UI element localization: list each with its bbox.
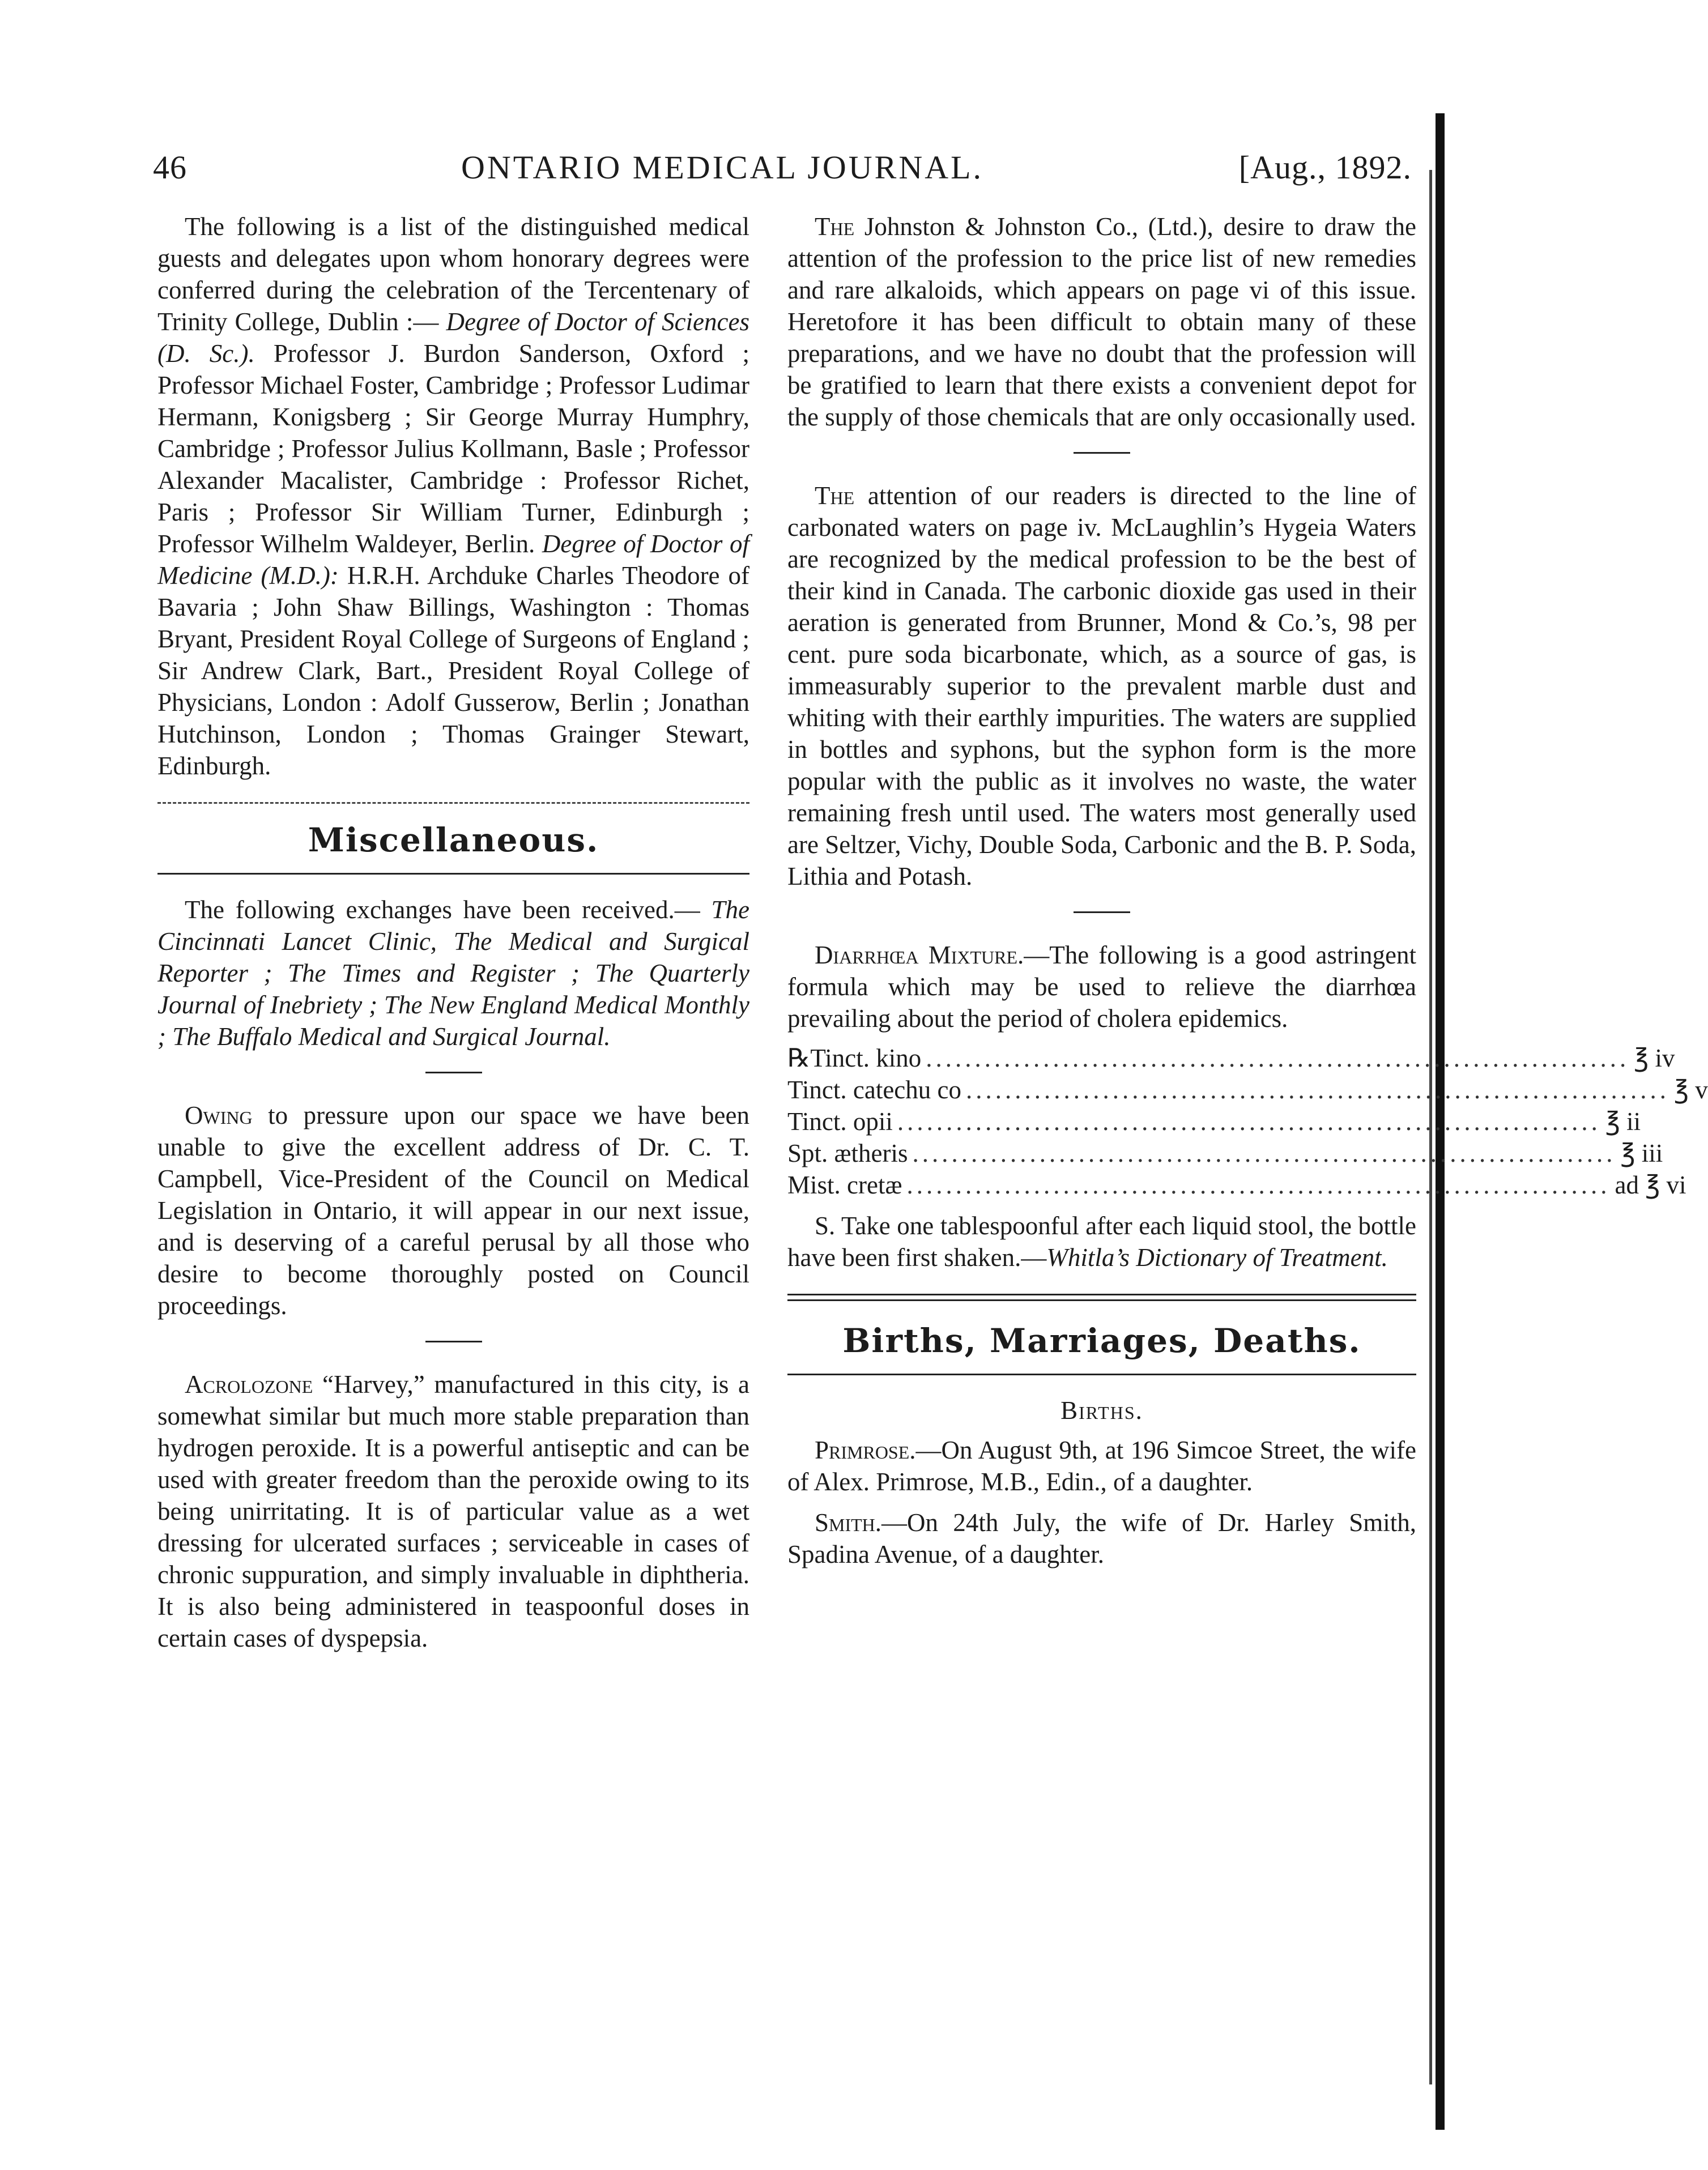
prescription-line [787, 1169, 1686, 1201]
paragraph-body: Johnston & Johnston Co., (Ltd.), desire to draw the attention of the profession to the price list of new remedies and rare alkaloids, which appears on page vi of this issue. Heretofore it has been difficult to obtain many of these preparations, and we have no doubt that the profession will be gratified to learn that there exists a convenient depot for the supply of those chemicals that are only occasionally used. [787, 212, 1416, 431]
births-marriages-deaths-heading: Births, Marriages, Deaths. [842, 1321, 1361, 1360]
paragraph-body: to pressure upon our space we have been unable to give the excellent address of Dr. C. T. Campbell, Vice-President of the Council on Medical Legislation in Ontario, it will appear in our next issue, and is deserving of a careful perusal by all those who desire to become thoroughly posted on Council proceedings. [157, 1101, 749, 1320]
heading-rule [157, 873, 749, 875]
dosage-instructions [787, 1210, 1416, 1273]
paragraph-body: —The following is a good astringent formula which may be used to relieve the diarrhœa prevailing about the period of cholera epidemics. [787, 941, 1416, 1033]
right-column [787, 211, 1708, 1570]
ingredient-name: Tinct. kino [810, 1044, 922, 1072]
item-divider [1074, 452, 1130, 454]
honorary-degrees-paragraph [157, 211, 749, 782]
leader-dots: ........................................................................ [966, 1076, 1670, 1104]
prescription-line [787, 1106, 1641, 1137]
exchanges-paragraph [157, 894, 749, 1052]
dosage-source: Whitla’s Dictionary of Treatment. [1046, 1243, 1388, 1272]
ingredient-amount: ad ℥ vi [1615, 1171, 1686, 1199]
paragraph-body: attention of our readers is directed to the line of carbonated waters on page iv. McLaughlin’s Hygeia Waters are recognized by the medical profession to be the best of their kind in Canada. The carbonic dioxide gas used in their aeration is generated from Brunner, Mond & Co.’s, 98 per cent. pure soda bicarbonate, which, as a source of gas, is immeasurably superior to the prevalent marble dust and whiting with their earthly impurities. The waters are supplied in bottles and syphons, but the syphon form is the more popular with the public as it involves no waste, the water remaining fresh until used. The waters most generally used are Seltzer, Vichy, Double Soda, Carbonic and the B. P. Soda, Lithia and Potash. [787, 481, 1416, 890]
prescription-line [787, 1137, 1663, 1169]
ingredient-amount: ℥ ii [1605, 1107, 1641, 1136]
exchanges-intro: The following exchanges have been received.— [185, 896, 700, 924]
ingredient-name: Tinct. opii [787, 1107, 893, 1136]
item-divider [1074, 911, 1130, 913]
birth-details: —On 24th July, the wife of Dr. Harley Smith, Spadina Avenue, of a daughter. [787, 1508, 1416, 1568]
md-recipients: H.R.H. Archduke Charles Theodore of Bavaria ; John Shaw Billings, Washington : Thomas Bryant, President Royal College of Surgeons of England ; Sir Andrew Clark, Bart., President Royal College of Physicians, London : Adolf Gusserow, Berlin ; Jonathan Hutchinson, London ; Thomas Grainger Stewart, Edinburgh. [157, 561, 749, 780]
prescription-line [787, 1042, 1675, 1074]
paragraph-lead: The [815, 481, 855, 510]
item-divider [425, 1072, 482, 1073]
section-divider [157, 802, 749, 804]
prescription-line [787, 1074, 1708, 1106]
diarrhoea-mixture-paragraph [787, 939, 1416, 1034]
ingredient-amount: ℥ iii [1620, 1139, 1663, 1167]
paragraph-lead: The [815, 212, 855, 241]
birth-notice [787, 1507, 1416, 1570]
heading-rule [787, 1374, 1416, 1375]
hygeia-waters-paragraph [787, 480, 1416, 892]
paragraph-lead: Diarrhœa Mixture. [815, 941, 1024, 969]
dosage-text: S. Take one tablespoonful after each liquid stool, the bottle have been first shaken.— [787, 1212, 1416, 1272]
item-divider [425, 1341, 482, 1342]
exchanges-list: The Cincinnati Lancet Clinic, The Medical and Surgical Reporter ; The Times and Register ; The Quarterly Journal of Inebriety ; The New England Medical Monthly ; The Buffalo Medical and Surgical Journal. [157, 896, 750, 1051]
paragraph-lead: Owing [185, 1101, 253, 1129]
dsc-recipients: Professor J. Burdon Sanderson, Oxford ; Professor Michael Foster, Cambridge ; Professor Ludimar Hermann, Konigsberg ; Sir George Murray Humphry, Cambridge ; Professor Julius Kollmann, Basle ; Professor Alexander Macalister, Cambridge : Professor Richet, Paris ; Professor Sir William Turner, Edinburgh ; Professor Wilhelm Waldeyer, Berlin. [157, 339, 750, 558]
left-column [157, 211, 749, 1654]
paragraph-body: “Harvey,” manufactured in this city, is a somewhat similar but much more stable preparation than hydrogen peroxide. It is a powerful antiseptic and can be used with greater freedom than the peroxide owing to its being unirritating. It is of particular value as a wet dressing for ulcerated surfaces ; serviceable in cases of chronic suppuration, and simply invaluable in diphtheria. It is also being administered in teaspoonful doses in certain cases of dyspepsia. [157, 1370, 750, 1652]
acrolozone-paragraph [157, 1368, 749, 1654]
johnston-paragraph [787, 211, 1416, 433]
running-title: ONTARIO MEDICAL JOURNAL. [461, 149, 984, 186]
honorary-degrees-intro: The following is a list of the distinguished medical guests and delegates upon whom honorary degrees were conferred during the celebration of the Tercentenary of Trinity College, Dublin :— [157, 212, 749, 336]
miscellaneous-heading: Miscellaneous. [308, 821, 599, 859]
md-degree-label: Degree of Doctor of Medicine (M.D.): [157, 530, 750, 590]
leader-dots: ........................................................................ [906, 1171, 1611, 1199]
birth-details: —On August 9th, at 196 Simcoe Street, the wife of Alex. Primrose, M.B., Edin., of a daughter. [787, 1436, 1416, 1496]
dsc-degree-label: Degree of Doctor of Sciences (D. Sc.). [157, 308, 749, 368]
birth-notice [787, 1434, 1416, 1498]
leader-dots: ........................................................................ [926, 1044, 1630, 1072]
ingredient-name: Spt. ætheris [787, 1139, 908, 1167]
ingredient-amount: ℥ v [1674, 1076, 1708, 1104]
birth-family-name: Primrose. [815, 1436, 916, 1464]
birth-family-name: Smith. [815, 1508, 882, 1537]
section-divider [787, 1294, 1416, 1301]
ingredient-name: Tinct. catechu co [787, 1076, 962, 1104]
issue-date: [Aug., 1892. [1238, 149, 1412, 186]
page-number: 46 [153, 149, 187, 186]
ingredient-name: Mist. cretæ [787, 1171, 902, 1199]
births-subheading: Births. [1060, 1396, 1143, 1425]
prescription [787, 1042, 1708, 1201]
recipe-symbol: ℞ [787, 1044, 811, 1072]
leader-dots: ........................................................................ [897, 1107, 1601, 1136]
paragraph-lead: Acrolozone [185, 1370, 313, 1399]
leader-dots: ........................................................................ [912, 1139, 1616, 1167]
campbell-address-paragraph [157, 1099, 749, 1321]
ingredient-amount: ℥ iv [1634, 1044, 1675, 1072]
